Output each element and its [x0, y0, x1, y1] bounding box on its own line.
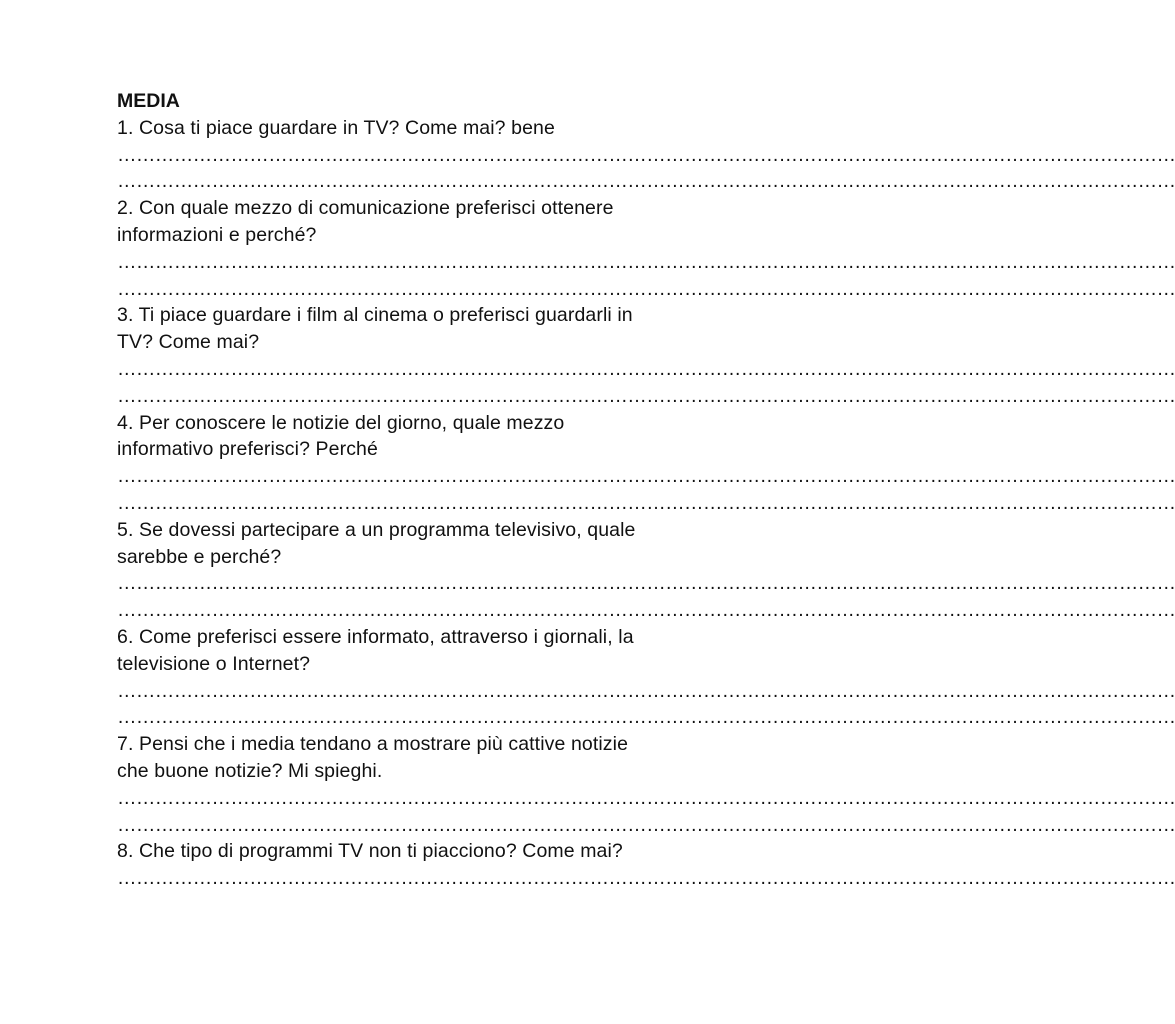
question-4: 4. Per conoscere le notizie del giorno, quale mezzo informativo preferisci? Perché [117, 411, 565, 461]
question-3: 3. Ti piace guardare i film al cinema o preferisci guardarli in TV? Come mai? [117, 304, 633, 354]
answer-line[interactable]: …………………………………………………………………………………………………………………………………………………… [117, 143, 1175, 166]
answer-line[interactable]: …………………………………………………………………………………………………………………………………………………… [117, 786, 1175, 809]
question-6: 6. Come preferisci essere informato, attraverso i giornali, la televisione o Internet? [117, 625, 634, 675]
answer-line[interactable]: …………………………………………………………………………………………………………………………………………………… [117, 572, 1175, 595]
answer-line[interactable]: …………………………………………………………………………………………………………………………………………………… [117, 679, 1175, 702]
answer-line[interactable]: …………………………………………………………………………………………………………………………………………………… [117, 277, 1175, 300]
question-block [117, 838, 1175, 892]
worksheet [117, 88, 1175, 892]
answer-line[interactable]: …………………………………………………………………………………………………………………………………………………… [117, 599, 1175, 622]
answer-line[interactable]: …………………………………………………………………………………………………………………………………………………… [117, 250, 1175, 273]
question-block [117, 517, 1175, 624]
worksheet-title: MEDIA [117, 90, 180, 112]
question-block [117, 731, 1175, 838]
answer-line[interactable]: …………………………………………………………………………………………………………………………………………………… [117, 867, 1175, 890]
question-block [117, 195, 1175, 302]
question-block [117, 115, 1175, 195]
question-2: 2. Con quale mezzo di comunicazione preferisci ottenere informazioni e perché? [117, 197, 614, 246]
question-block [117, 302, 1175, 409]
question-block [117, 624, 1175, 731]
answer-line[interactable]: …………………………………………………………………………………………………………………………………………………… [117, 170, 1175, 193]
question-8: 8. Che tipo di programmi TV non ti piacciono? Come mai? [117, 840, 623, 863]
answer-line[interactable]: …………………………………………………………………………………………………………………………………………………… [117, 465, 1175, 488]
answer-line[interactable]: …………………………………………………………………………………………………………………………………………………… [117, 813, 1175, 836]
question-block [117, 410, 1175, 517]
question-1: 1. Cosa ti piace guardare in TV? Come mai? bene [117, 116, 555, 139]
question-5: 5. Se dovessi partecipare a un programma televisivo, quale sarebbe e perché? [117, 518, 636, 568]
answer-line[interactable]: …………………………………………………………………………………………………………………………………………………… [117, 491, 1175, 514]
answer-line[interactable]: …………………………………………………………………………………………………………………………………………………… [117, 384, 1175, 407]
answer-line[interactable]: …………………………………………………………………………………………………………………………………………………… [117, 706, 1175, 729]
answer-line[interactable]: …………………………………………………………………………………………………………………………………………………… [117, 357, 1175, 380]
question-7: 7. Pensi che i media tendano a mostrare più cattive notizie che buone notizie? Mi spieghi. [117, 733, 629, 782]
